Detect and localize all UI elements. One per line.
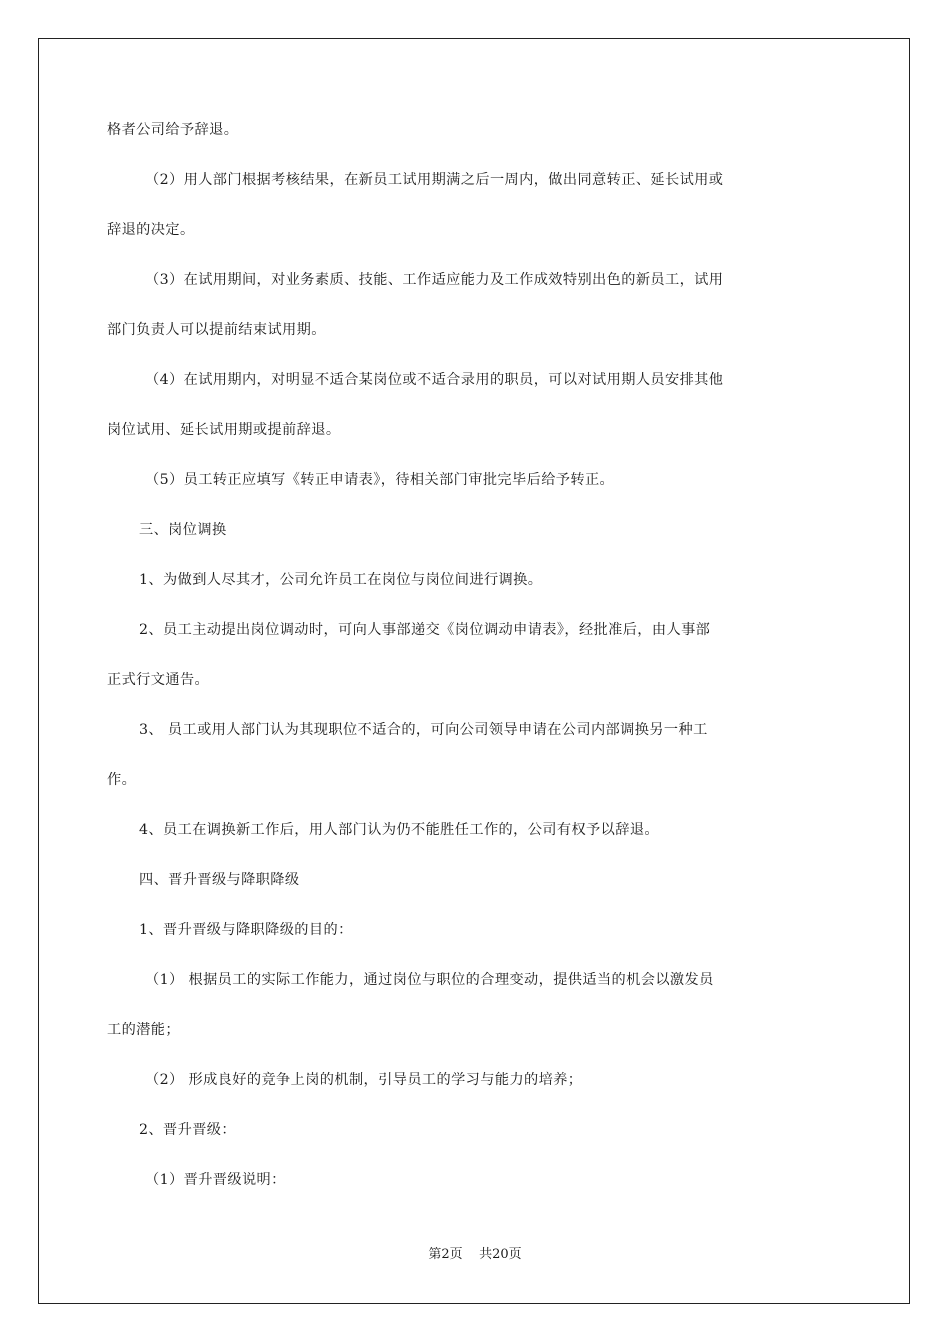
section-heading: 四、晋升晋级与降职降级 [139, 872, 300, 888]
text-line: （4）在试用期内，对明显不适合某岗位或不适合录用的职员，可以对试用期人员安排其他 [145, 372, 724, 388]
text-line: （2）用人部门根据考核结果，在新员工试用期满之后一周内，做出同意转正、延长试用或 [145, 172, 724, 188]
text-line: 辞退的决定。 [107, 222, 195, 238]
text-line: 2、晋升晋级： [139, 1122, 236, 1138]
text-line: 1、为做到人尽其才，公司允许员工在岗位与岗位间进行调换。 [139, 572, 543, 588]
text-line: （3）在试用期间，对业务素质、技能、工作适应能力及工作成效特别出色的新员工，试用 [145, 272, 724, 288]
text-line: 部门负责人可以提前结束试用期。 [107, 322, 326, 338]
page-footer: 第2页 共20页 [428, 1247, 522, 1262]
text-line: 格者公司给予辞退。 [107, 122, 239, 138]
text-line: 工的潜能； [107, 1022, 180, 1038]
text-line: 3、 员工或用人部门认为其现职位不适合的，可向公司领导申请在公司内部调换另一种工 [139, 722, 708, 738]
text-line: （2） 形成良好的竞争上岗的机制，引导员工的学习与能力的培养； [145, 1072, 583, 1088]
text-line: 正式行文通告。 [107, 672, 210, 688]
text-line: （5）员工转正应填写《转正申请表》，待相关部门审批完毕后给予转正。 [145, 472, 615, 488]
text-line: 岗位试用、延长试用期或提前辞退。 [107, 422, 341, 438]
text-line: 2、员工主动提出岗位调动时，可向人事部递交《岗位调动申请表》，经批准后，由人事部 [139, 622, 711, 638]
section-heading: 三、岗位调换 [139, 522, 227, 538]
text-line: （1） 根据员工的实际工作能力，通过岗位与职位的合理变动，提供适当的机会以激发员 [145, 972, 714, 988]
text-line: 1、晋升晋级与降职降级的目的： [139, 922, 353, 938]
text-line: 4、员工在调换新工作后，用人部门认为仍不能胜任工作的，公司有权予以辞退。 [139, 822, 659, 838]
text-line: 作。 [107, 772, 137, 788]
text-line: （1）晋升晋级说明： [145, 1172, 286, 1188]
